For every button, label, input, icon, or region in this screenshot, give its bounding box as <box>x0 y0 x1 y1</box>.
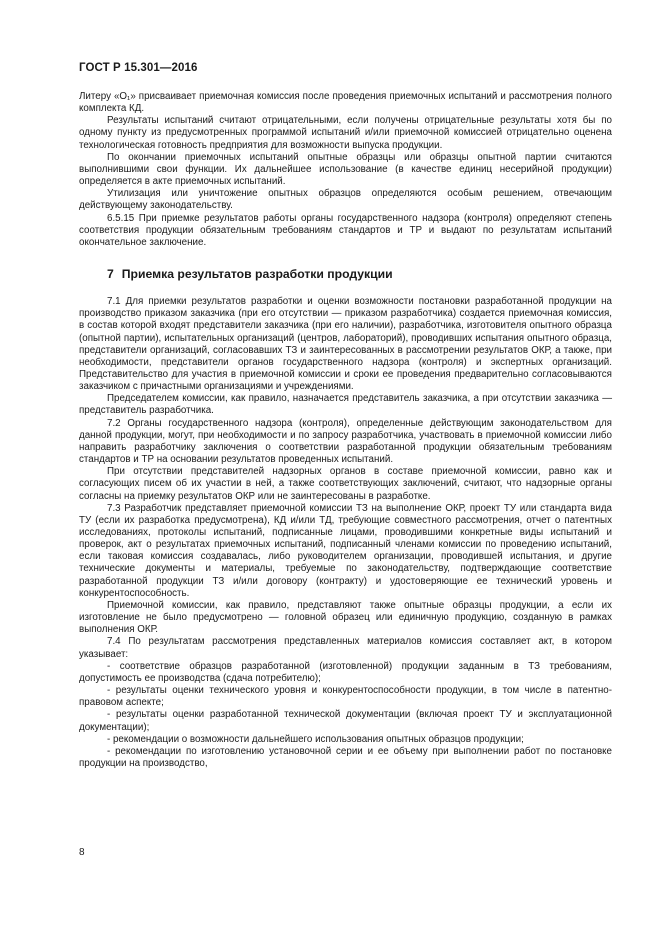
paragraph: Приемочной комиссии, как правило, представляют также опытные образцы продукции, а если их изготовление не было предусмотрено — головной образец или единичную продукцию, созданную в рамках выполнения ОКР. <box>79 599 612 636</box>
paragraph: 7.4 По результатам рассмотрения представленных материалов комиссия составляет акт, в котором указывает: <box>79 636 612 660</box>
paragraph: Утилизация или уничтожение опытных образцов определяются особым решением, отвечающим действующему законодательству. <box>79 188 612 212</box>
page-number: 8 <box>79 847 85 858</box>
paragraph: Литеру «О₁» присваивает приемочная комиссия после проведения приемочных испытаний и рассмотрения полного комплекта КД. <box>79 91 612 115</box>
list-item: - результаты оценки технического уровня и конкурентоспособности продукции, в том числе в патентно-правовом аспекте; <box>79 685 612 709</box>
paragraph: Председателем комиссии, как правило, назначается представитель заказчика, а при отсутствии заказчика — представитель разработчика. <box>79 393 612 417</box>
document-header: ГОСТ Р 15.301—2016 <box>79 62 198 74</box>
document-body <box>79 91 612 770</box>
paragraph: При отсутствии представителей надзорных органов в составе приемочной комиссии, равно как и согласующих писем об их участии в ней, а также соответствующих заключений, считают, что надзорные органы согласны на приемку результатов ОКР или не заинтересованы в разработке. <box>79 466 612 502</box>
paragraph: 7.2 Органы государственного надзора (контроля), определенные действующим законодательством для данной продукции, могут, при необходимости и по запросу разработчика, участвовать в приемочной комиссии либо направить разработчику заключения о соответствии разработанной продукции обязательным требованиям стандартов и ТР на основании результатов проведенных испытаний. <box>79 417 612 466</box>
section-heading <box>79 267 612 282</box>
paragraph: 7.3 Разработчик представляет приемочной комиссии ТЗ на выполнение ОКР, проект ТУ или стандарта вида ТУ (если их разработка предусмотрена), КД и/или ТД, требующие совместного рассмотрения, отчет о патентных исследованиях, протоколы испытаний, подписанные лицами, проводившими конкретные виды испытаний и проверок, акт о результатах приемочных испытаний, подписанный членами комиссии по проведению испытаний, если таковая комиссия создавалась, либо руководителем организации, проводившей испытания, и другие технические документы и материалы, требуемые по законодательству, подтверждающие соответствие разработанной продукции ТЗ и/или договору (контракту) и удостоверяющие ее технический уровень и конкурентоспособность. <box>79 502 612 599</box>
paragraph: Результаты испытаний считают отрицательными, если получены отрицательные результаты хотя бы по одному пункту из предусмотренных программой испытаний и/или приемочной комиссией отрицательно оценена технологическая готовность предприятия для возможности выпуска продукции. <box>79 115 612 151</box>
list-item: - рекомендации о возможности дальнейшего использования опытных образцов продукции; <box>107 733 524 745</box>
paragraph: 7.1 Для приемки результатов разработки и оценки возможности постановки разработанной продукции на производство приказом заказчика (при его отсутствии — приказом разработчика) создается приемочная комиссия, в состав которой входят представители заказчика (при его наличии), разработчика, изготовителя опытного образца (опытной партии), испытательных организаций (центров, лабораторий), проводивших испытания опытного образца, представители организаций, согласовавших ТЗ и заинтересованных в рассмотрении результатов ОКР, а также, при необходимости, представители органов государственного надзора (контроля) и экспертных организаций. Представительство для участия в приемочной комиссии и сроки ее проведения предварительно согласовываются заказчиком с причастными организациями и учреждениями. <box>79 296 612 393</box>
list-item: - соответствие образцов разработанной (изготовленной) продукции заданным в ТЗ требованиям, допустимость ее производства (сдача потребителю); <box>79 660 612 684</box>
list-item: - результаты оценки разработанной технической документации (включая проект ТУ и эксплуатационной документации); <box>79 709 612 733</box>
section-number: 7 <box>107 267 114 282</box>
section-title: Приемка результатов разработки продукции <box>121 267 393 282</box>
list-item: - рекомендации по изготовлению установочной серии и ее объему при выполнении работ по постановке продукции на производство, <box>79 745 612 769</box>
paragraph: 6.5.15 При приемке результатов работы органы государственного надзора (контроля) определяют степень соответствия продукции обязательным требованиям стандартов и ТР и выдают по результатам испытаний окончательное заключение. <box>79 212 612 248</box>
paragraph: По окончании приемочных испытаний опытные образцы или образцы опытной партии считаются выполнившими свои функции. Их дальнейшее использование (в качестве единиц несерийной продукции) определяется в акте приемочных испытаний. <box>79 151 612 188</box>
